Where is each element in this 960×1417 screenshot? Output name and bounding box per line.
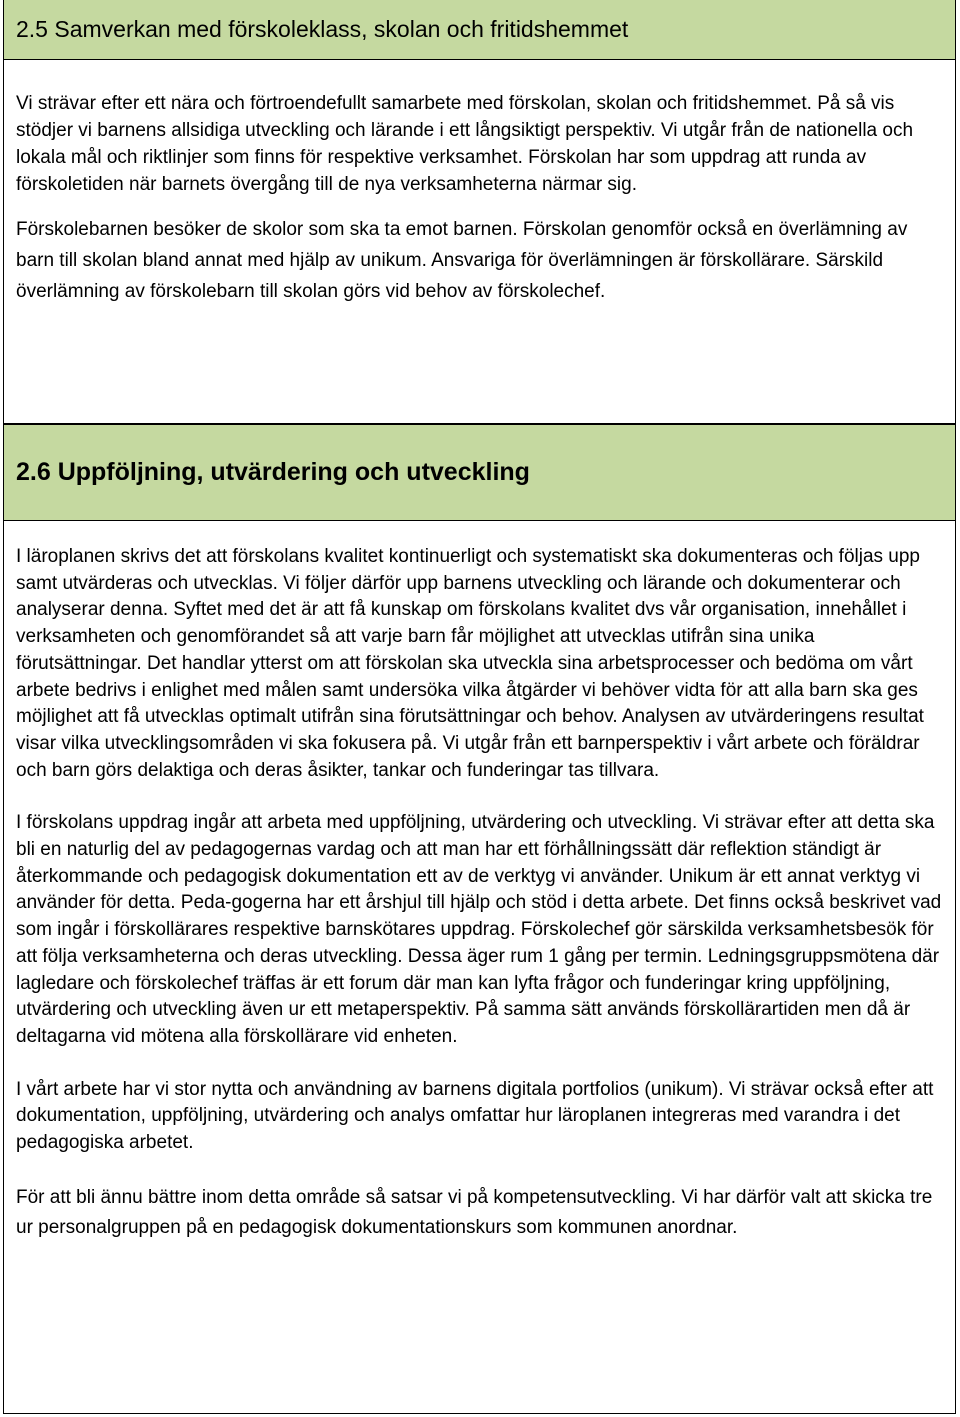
section-follow-up [3, 424, 956, 1414]
section-header [4, 425, 955, 521]
paragraph: I förskolans uppdrag ingår att arbeta med uppföljning, utvärdering och utveckling. Vi strävar efter att detta ska bli en naturlig del av pedagogernas vardag och att man har ett förhållningssätt där reflektion ständigt är återkommande och pedagogisk dokumentation ett av de verktyg vi använder. Unikum är ett annat verktyg vi använder för detta. Peda-gogerna har ett årshjul till hjälp och stöd i detta arbete. Det finns också beskrivet vad som ingår i förskollärares respektive barnskötares uppdrag. Förskolechef gör särskilda verksamhetsbesök för att följa verksamheterna och deras utveckling. Dessa äger rum 1 gång per termin. Ledningsgruppsmötena där lagledare och förskolechef träffas är ett forum där man kan lyfta frågor och funderingar kring uppföljning, utvärdering och utveckling även ur ett metaperspektiv. På samma sätt används förskollärartiden men då är deltagarna vid mötena alla förskollärare vid enheten. [16, 812, 942, 1047]
section-collaboration [3, 0, 956, 424]
paragraph: I vårt arbete har vi stor nytta och användning av barnens digitala portfolios (unikum). Vi strävar också efter att dokumentation, uppföljning, utvärdering och analys omfattar hur läroplanen integreras med varandra i det pedagogiska arbetet. [16, 1078, 934, 1154]
section-heading: 2.6 Uppföljning, utvärdering och utveckling [16, 458, 530, 486]
section-body [4, 521, 955, 1243]
section-heading: 2.5 Samverkan med förskoleklass, skolan och fritidshemmet [16, 16, 629, 42]
paragraph: Vi strävar efter ett nära och förtroendefullt samarbete med förskolan, skolan och fritidshemmet. På så vis stödjer vi barnens allsidiga utveckling och lärande i ett långsiktigt perspektiv. Vi utgår från de nationella och lokala mål och riktlinjer som finns för respektive verksamhet. Förskolan har som uppdrag att runda av förskoletiden när barnets övergång till de nya verksamheterna närmar sig. [16, 93, 914, 195]
paragraph: För att bli ännu bättre inom detta område så satsar vi på kompetensutveckling. Vi har därför valt att skicka tre ur personalgruppen på en pedagogisk dokumentationskurs som kommunen anordnar. [16, 1186, 933, 1238]
paragraph: Förskolebarnen besöker de skolor som ska ta emot barnen. Förskolan genomför också en överlämning av barn till skolan bland annat med hjälp av unikum. Ansvariga för överlämningen är förskollärare. Särskild överlämning av förskolebarn till skolan görs vid behov av förskolechef. [16, 219, 908, 302]
section-body [4, 60, 955, 307]
document-page [3, 0, 956, 1414]
paragraph: I läroplanen skrivs det att förskolans kvalitet kontinuerligt och systematiskt ska dokumenteras och följas upp samt utvärderas och utvecklas. Vi följer därför upp barnens utveckling och lärande och dokumenterar och analyserar denna. Syftet med det är att få kunskap om förskolans kvalitet dvs vår organisation, innehållet i verksamheten och genomförandet så att varje barn får möjlighet att utvecklas utifrån sina unika förutsättningar. Det handlar ytterst om att förskolan ska utveckla sina arbetsprocesser och bedöma om vårt arbete bedrivs i enlighet med målen samt undersöka vilka åtgärder vi behöver vidta för att alla barn ska ges möjlighet att få utvecklas optimalt utifrån sina förutsättningar och behov. Analysen av utvärderingens resultat visar vilka utvecklingsområden vi ska fokusera på. Vi utgår från ett barnperspektiv i vårt arbete och föräldrar och barn görs delaktiga och deras åsikter, tankar och funderingar tas tillvara. [16, 546, 924, 781]
section-header [4, 0, 955, 60]
